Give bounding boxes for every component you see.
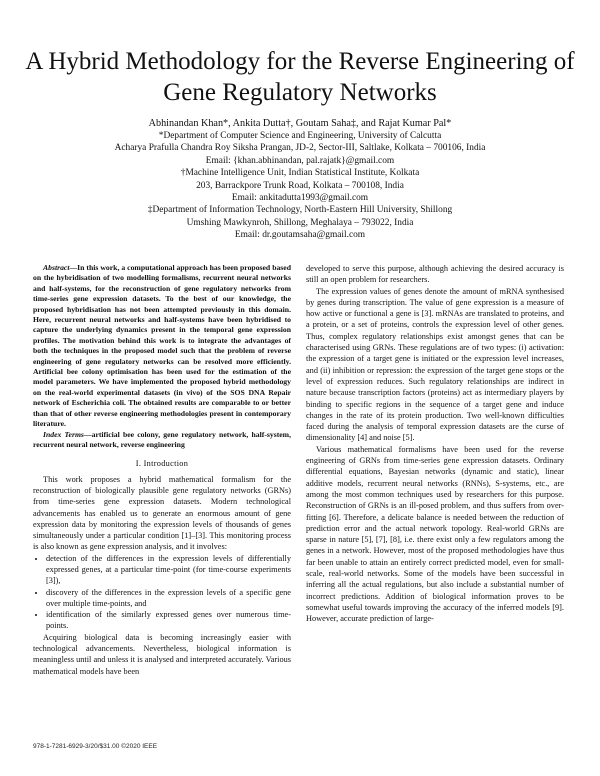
affiliation-line: 203, Barrackpore Trunk Road, Kolkata – 700108, India	[196, 180, 404, 191]
section-heading: I. Introduction	[135, 459, 189, 469]
right-column	[306, 263, 564, 625]
index-terms-text: —artificial bee colony, gene regulatory network, half-system, recurrent neural network, reverse engineering	[33, 429, 291, 449]
affiliation-line: Email: {khan.abhinandan, pal.rajatk}@gmail.com	[205, 155, 395, 166]
abstract-label: Abstract	[43, 263, 70, 272]
intro-paragraph: This work proposes a hybrid mathematical formalism for the reconstruction of biologically plausible gene regulatory networks (GRNs) from time-series gene expression datasets. Modern technological advancements has enabled us to generate an enormous amount of gene expression data by monitoring the expression levels of thousands of genes simultaneously under a particular condition [1]–[3]. This monitoring process is also known as gene expression analysis, and it involves:	[33, 474, 291, 552]
affiliation-line: *Department of Computer Science and Engineering, University of Calcutta	[158, 131, 442, 141]
affiliation-line: Email: dr.goutamsaha@gmail.com	[234, 230, 366, 241]
affiliation-line: ‡Department of Information Technology, North-Eastern Hill University, Shillong	[147, 205, 453, 216]
affiliation-line: †Machine Intelligence Unit, Indian Statistical Institute, Kolkata	[180, 168, 420, 179]
bullet-item: • detection of the differences in the expression levels of differentially expressed genes, at a particular time-point (for time-course experiments [3]),	[46, 553, 291, 587]
author-names: Abhinandan Khan*, Ankita Dutta†, Goutam Saha‡, and Rajat Kumar Pal*	[148, 118, 452, 129]
bullet-item: • identification of the similarly expressed genes over numerous time-points.	[46, 609, 291, 632]
affiliation-line: Acharya Prafulla Chandra Roy Siksha Prangan, JD-2, Sector-III, Saltlake, Kolkata – 700106, India	[114, 143, 486, 154]
body-paragraph: Various mathematical formalisms have been used for the reverse engineering of GRNs from time-series gene expression datasets. Ordinary differential equations, Bayesian networks (dynamic and static), linear additive models, recurrent neural networks (RNNs), S-systems, etc., are among the most common techniques used by researchers for this purpose. Reconstruction of GRNs is an ill-posed problem, and thus suffers from over-fitting [6]. Therefore, a delicate balance is needed between the reduction of prediction error and the actual network topology. Real-world GRNs are sparse in nature [5], [7], [8], i.e. there exist only a few regulators among the genes in a network. However, most of the proposed methodologies have thus far been unable to attain an entirely correct predicted model, even for small-scale, real-world networks. Some of the models have been successful in inferring all the actual regulations, but also include a substantial number of incorrect predictions. Addition of biological information proves to be somewhat useful towards improving the accuracy of the inferred models [9]. However, accurate prediction of large-	[306, 444, 564, 624]
abstract-text: —In this work, a computational approach has been proposed based on the hybridisation of two modelling formalisms, recurrent neural networks and half-systems, for the reconstruction of gene regulatory networks from time-series gene expression datasets. To the best of our knowledge, the proposed hybridisation has not been attempted previously in this domain. Here, recurrent neural networks and half-systems have been hybridised to capture the underlying dynamics present in the temporal gene expression profiles. The motivation behind this work is to integrate the advantages of both the techniques in the proposed model such that the problem of reverse engineering of gene regulatory networks can be resolved more efficiently. Artificial bee colony optimisation has been used for the estimation of the model parameters. We have implemented the proposed hybrid methodology on the real-world experimental datasets (in vivo) of the SOS DNA Repair network of Escherichia coli. The obtained results are comparable to or better than that of other reverse engineering methodologies present in contemporary literature.	[33, 263, 291, 429]
intro-paragraph: Acquiring biological data is becoming increasingly easier with technological advancements. Nevertheless, biological information is meaningless until and unless it is analysed and interpreted accurately. Various mathematical models have been	[33, 632, 291, 676]
bullet-item: • discovery of the differences in the expression levels of a specific gene over multiple time-points, and	[46, 587, 291, 610]
paper-title: A Hybrid Methodology for the Reverse Engineering of Gene Regulatory Networks	[25, 48, 575, 106]
affiliation-line: Email: ankitadutta1993@gmail.com	[231, 193, 369, 204]
copyright-footer: 978-1-7281-6929-3/20/$31.00 ©2020 IEEE	[33, 743, 158, 750]
left-column	[33, 263, 291, 677]
index-terms-label: Index Terms	[43, 429, 84, 439]
body-paragraph: The expression values of genes denote the amount of mRNA synthesised by genes during transcription. The value of gene expression is a measure of how active or functional a gene is [3]. mRNAs are translated to proteins, and a protein, or a set of proteins, controls the expression level of other genes. Thus, complex regulatory relationships exist amongst genes that can be characterised using GRNs. These regulations are of two types: (i) activation: the expression of a target gene is initiated or the expression level increases, and (ii) inhibition or repression: the expression of the target gene stops or the level of expression reduces. Such regulatory relationships are indirect in nature because transcription factors (proteins) act as intermediary players by binding to specific regions in the sequence of a target gene and induce changes in the rate of its protein production. Two well-known difficulties faced during the analysis of temporal expression datasets are the curse of dimensionality [4] and noise [5].	[306, 286, 564, 443]
author-block	[40, 117, 560, 242]
index-terms	[33, 430, 291, 451]
affiliation-line: Umshing Mawkynroh, Shillong, Meghalaya – 793022, India	[186, 217, 414, 228]
body-paragraph: developed to serve this purpose, although achieving the desired accuracy is still an open problem for researchers.	[306, 264, 564, 285]
abstract	[33, 263, 291, 430]
bullet-list	[33, 553, 291, 632]
